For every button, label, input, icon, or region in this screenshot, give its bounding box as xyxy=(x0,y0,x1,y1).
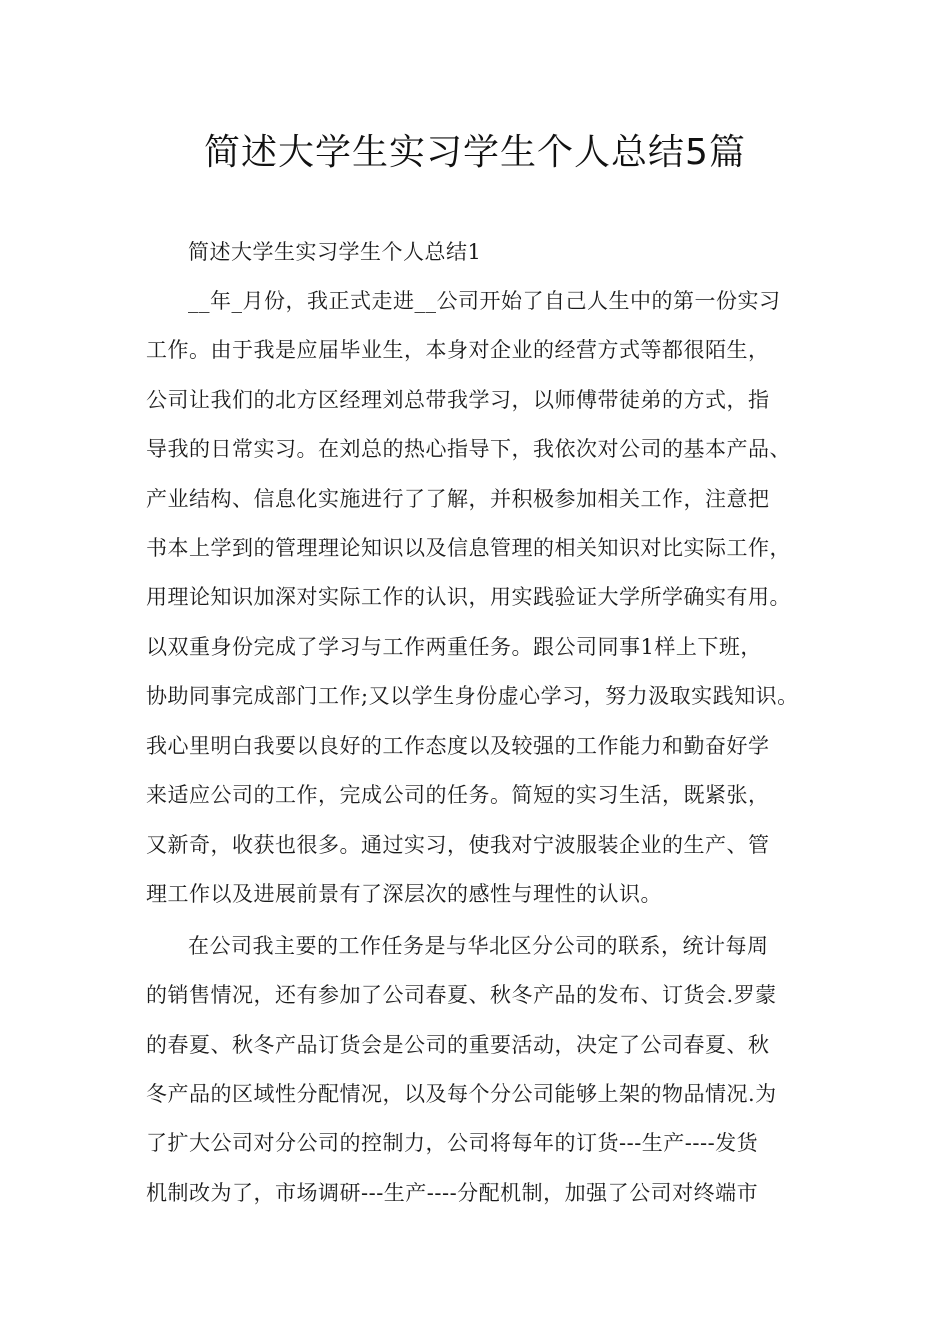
paragraph-line: 以双重身份完成了学习与工作两重任务。跟公司同事1样上下班， xyxy=(146,635,762,659)
paragraph-line: 公司让我们的北方区经理刘总带我学习，以师傅带徒弟的方式，指 xyxy=(146,388,770,412)
paragraph-line: 了扩大公司对分公司的控制力，公司将每年的订货---生产----发货 xyxy=(146,1131,759,1155)
paragraph-line: 又新奇，收获也很多。通过实习，使我对宁波服装企业的生产、管 xyxy=(146,833,770,857)
paragraph-line: 的春夏、秋冬产品订货会是公司的重要活动，决定了公司春夏、秋 xyxy=(146,1033,770,1057)
document-title: 简述大学生实习学生个人总结5篇 xyxy=(204,132,746,173)
paragraph-line: 工作。由于我是应届毕业生，本身对企业的经营方式等都很陌生， xyxy=(146,338,770,362)
paragraph-line: 冬产品的区域性分配情况，以及每个分公司能够上架的物品情况.为 xyxy=(146,1082,777,1106)
paragraph-line: 我心里明白我要以良好的工作态度以及较强的工作能力和勤奋好学 xyxy=(146,734,770,758)
paragraph-line: __年_月份，我正式走进__公司开始了自己人生中的第一份实习 xyxy=(188,289,781,313)
paragraph-line: 机制改为了，市场调研---生产----分配机制，加强了公司对终端市 xyxy=(146,1181,759,1205)
paragraph-line: 协助同事完成部门工作;又以学生身份虚心学习，努力汲取实践知识。 xyxy=(146,684,799,708)
paragraph-line: 来适应公司的工作，完成公司的任务。简短的实习生活，既紧张， xyxy=(146,783,770,807)
paragraph-line: 的销售情况，还有参加了公司春夏、秋冬产品的发布、订货会.罗蒙 xyxy=(146,983,777,1007)
paragraph-line: 理工作以及进展前景有了深层次的感性与理性的认识。 xyxy=(146,882,662,906)
paragraph-line: 在公司我主要的工作任务是与华北区分公司的联系，统计每周 xyxy=(188,934,769,958)
paragraph-line: 导我的日常实习。在刘总的热心指导下，我依次对公司的基本产品、 xyxy=(146,437,791,461)
section-heading: 简述大学生实习学生个人总结1 xyxy=(188,240,482,264)
paragraph-line: 书本上学到的管理理论知识以及信息管理的相关知识对比实际工作， xyxy=(146,536,791,560)
paragraph-line: 用理论知识加深对实际工作的认识，用实践验证大学所学确实有用。 xyxy=(146,585,791,609)
paragraph-line: 产业结构、信息化实施进行了了解，并积极参加相关工作，注意把 xyxy=(146,487,770,511)
